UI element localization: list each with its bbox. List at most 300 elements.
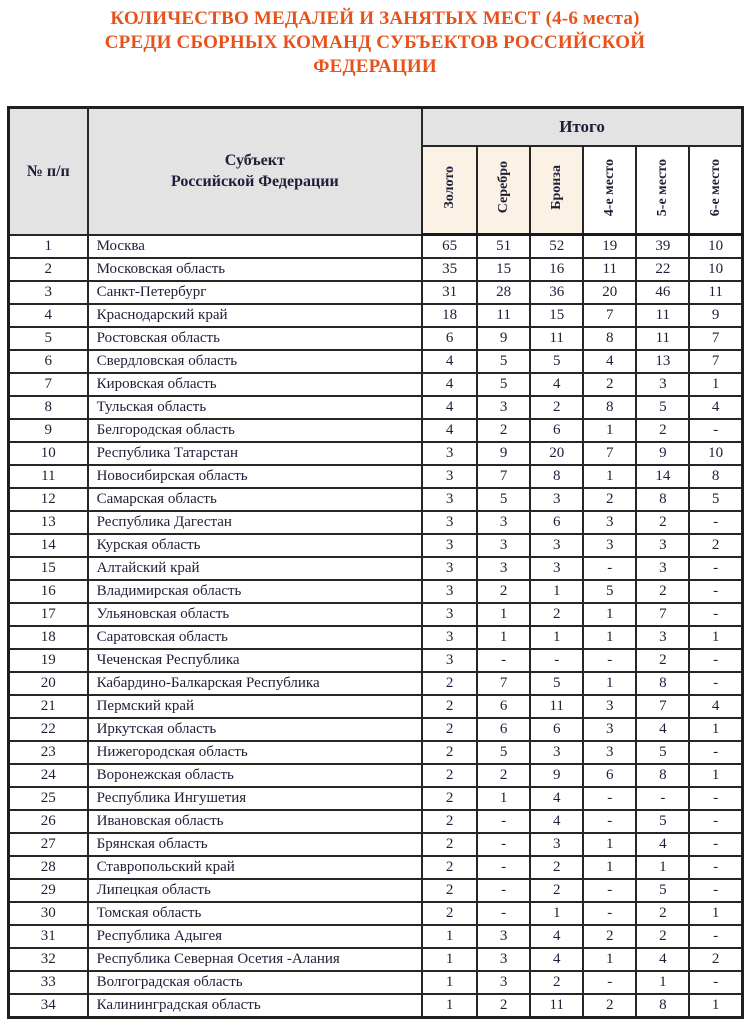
- bronze-count-cell: 3: [530, 741, 583, 764]
- 5th-place-count-cell: 4: [636, 833, 689, 856]
- silver-count-cell: -: [477, 902, 530, 925]
- row-number-cell: 29: [9, 879, 88, 902]
- region-name-cell: Волгоградская область: [88, 971, 422, 994]
- 6th-place-count-cell: -: [689, 787, 742, 810]
- 5th-place-count-cell: 2: [636, 649, 689, 672]
- column-header-4th-place-label: 4-е место: [601, 158, 617, 217]
- region-name-cell: Санкт-Петербург: [88, 281, 422, 304]
- 5th-place-count-cell: 11: [636, 327, 689, 350]
- bronze-count-cell: 9: [530, 764, 583, 787]
- region-name-cell: Ульяновская область: [88, 603, 422, 626]
- silver-count-cell: 1: [477, 626, 530, 649]
- 4th-place-count-cell: 2: [583, 925, 636, 948]
- 5th-place-count-cell: 4: [636, 948, 689, 971]
- table-body: [9, 235, 743, 1018]
- 6th-place-count-cell: 4: [689, 695, 742, 718]
- region-name-cell: Белгородская область: [88, 419, 422, 442]
- silver-count-cell: 5: [477, 488, 530, 511]
- table-row: [9, 695, 743, 718]
- row-number-cell: 19: [9, 649, 88, 672]
- region-name-cell: Республика Северная Осетия -Алания: [88, 948, 422, 971]
- table-row: [9, 787, 743, 810]
- 6th-place-count-cell: 1: [689, 373, 742, 396]
- page-title-line-2: СРЕДИ СБОРНЫХ КОМАНД СУБЪЕКТОВ РОССИЙСКОЙ: [104, 32, 646, 53]
- silver-count-cell: 7: [477, 465, 530, 488]
- 6th-place-count-cell: 4: [689, 396, 742, 419]
- 4th-place-count-cell: 4: [583, 350, 636, 373]
- bronze-count-cell: 36: [530, 281, 583, 304]
- region-name-cell: Ивановская область: [88, 810, 422, 833]
- 6th-place-count-cell: -: [689, 419, 742, 442]
- 6th-place-count-cell: 7: [689, 327, 742, 350]
- bronze-count-cell: 5: [530, 672, 583, 695]
- gold-count-cell: 3: [422, 488, 477, 511]
- bronze-count-cell: 15: [530, 304, 583, 327]
- gold-count-cell: 1: [422, 994, 477, 1018]
- 5th-place-count-cell: 3: [636, 626, 689, 649]
- row-number-cell: 18: [9, 626, 88, 649]
- 6th-place-count-cell: -: [689, 672, 742, 695]
- gold-count-cell: 35: [422, 258, 477, 281]
- 6th-place-count-cell: -: [689, 557, 742, 580]
- 5th-place-count-cell: 3: [636, 373, 689, 396]
- table-header: [9, 108, 743, 235]
- region-name-cell: Иркутская область: [88, 718, 422, 741]
- region-name-cell: Саратовская область: [88, 626, 422, 649]
- bronze-count-cell: 2: [530, 396, 583, 419]
- gold-count-cell: 3: [422, 649, 477, 672]
- table-row: [9, 281, 743, 304]
- bronze-count-cell: 5: [530, 350, 583, 373]
- silver-count-cell: 1: [477, 787, 530, 810]
- medals-table: [7, 106, 744, 1019]
- silver-count-cell: 3: [477, 557, 530, 580]
- gold-count-cell: 3: [422, 511, 477, 534]
- 5th-place-count-cell: 5: [636, 396, 689, 419]
- 6th-place-count-cell: 1: [689, 764, 742, 787]
- row-number-cell: 23: [9, 741, 88, 764]
- row-number-cell: 26: [9, 810, 88, 833]
- 4th-place-count-cell: 1: [583, 419, 636, 442]
- bronze-count-cell: 2: [530, 879, 583, 902]
- row-number-cell: 14: [9, 534, 88, 557]
- 6th-place-count-cell: 9: [689, 304, 742, 327]
- region-name-cell: Москва: [88, 235, 422, 259]
- silver-count-cell: 6: [477, 695, 530, 718]
- row-number-cell: 34: [9, 994, 88, 1018]
- gold-count-cell: 2: [422, 672, 477, 695]
- gold-count-cell: 2: [422, 787, 477, 810]
- table-row: [9, 672, 743, 695]
- table-row: [9, 764, 743, 787]
- table-row: [9, 718, 743, 741]
- silver-count-cell: 2: [477, 419, 530, 442]
- silver-count-cell: -: [477, 856, 530, 879]
- bronze-count-cell: 11: [530, 327, 583, 350]
- region-name-cell: Тульская область: [88, 396, 422, 419]
- gold-count-cell: 3: [422, 626, 477, 649]
- 6th-place-count-cell: 1: [689, 902, 742, 925]
- 6th-place-count-cell: 1: [689, 718, 742, 741]
- gold-count-cell: 1: [422, 925, 477, 948]
- row-number-cell: 22: [9, 718, 88, 741]
- gold-count-cell: 2: [422, 764, 477, 787]
- page-title-line-1: КОЛИЧЕСТВО МЕДАЛЕЙ И ЗАНЯТЫХ МЕСТ (4-6 места): [110, 8, 640, 29]
- table-row: [9, 304, 743, 327]
- silver-count-cell: 5: [477, 741, 530, 764]
- row-number-cell: 11: [9, 465, 88, 488]
- row-number-cell: 28: [9, 856, 88, 879]
- 4th-place-count-cell: 1: [583, 672, 636, 695]
- table-row: [9, 442, 743, 465]
- 4th-place-count-cell: 8: [583, 327, 636, 350]
- silver-count-cell: 28: [477, 281, 530, 304]
- region-name-cell: Пермский край: [88, 695, 422, 718]
- silver-count-cell: 11: [477, 304, 530, 327]
- silver-count-cell: -: [477, 649, 530, 672]
- row-number-cell: 9: [9, 419, 88, 442]
- 5th-place-count-cell: 3: [636, 534, 689, 557]
- table-row: [9, 557, 743, 580]
- table-row: [9, 488, 743, 511]
- 4th-place-count-cell: -: [583, 971, 636, 994]
- silver-count-cell: 5: [477, 373, 530, 396]
- page-title-line-3: ФЕДЕРАЦИИ: [313, 56, 437, 77]
- bronze-count-cell: 2: [530, 971, 583, 994]
- 4th-place-count-cell: -: [583, 787, 636, 810]
- row-number-cell: 27: [9, 833, 88, 856]
- column-header-5th-place: [636, 146, 689, 235]
- region-name-cell: Республика Адыгея: [88, 925, 422, 948]
- bronze-count-cell: 6: [530, 718, 583, 741]
- row-number-cell: 5: [9, 327, 88, 350]
- gold-count-cell: 4: [422, 350, 477, 373]
- column-header-gold-label: Золото: [441, 166, 457, 209]
- 4th-place-count-cell: -: [583, 649, 636, 672]
- 4th-place-count-cell: -: [583, 879, 636, 902]
- 6th-place-count-cell: -: [689, 833, 742, 856]
- table-row: [9, 580, 743, 603]
- 5th-place-count-cell: -: [636, 787, 689, 810]
- gold-count-cell: 65: [422, 235, 477, 259]
- gold-count-cell: 4: [422, 419, 477, 442]
- row-number-cell: 15: [9, 557, 88, 580]
- bronze-count-cell: 6: [530, 511, 583, 534]
- 4th-place-count-cell: 1: [583, 603, 636, 626]
- region-name-cell: Курская область: [88, 534, 422, 557]
- table-row: [9, 419, 743, 442]
- bronze-count-cell: 1: [530, 902, 583, 925]
- column-header-subject: [88, 108, 422, 235]
- bronze-count-cell: 4: [530, 925, 583, 948]
- 4th-place-count-cell: 5: [583, 580, 636, 603]
- silver-count-cell: 3: [477, 534, 530, 557]
- silver-count-cell: 2: [477, 994, 530, 1018]
- gold-count-cell: 3: [422, 465, 477, 488]
- gold-count-cell: 1: [422, 948, 477, 971]
- region-name-cell: Московская область: [88, 258, 422, 281]
- table-row: [9, 258, 743, 281]
- gold-count-cell: 2: [422, 741, 477, 764]
- table-row: [9, 603, 743, 626]
- gold-count-cell: 31: [422, 281, 477, 304]
- 5th-place-count-cell: 8: [636, 994, 689, 1018]
- table-row: [9, 902, 743, 925]
- 6th-place-count-cell: -: [689, 856, 742, 879]
- 4th-place-count-cell: 1: [583, 626, 636, 649]
- 5th-place-count-cell: 5: [636, 810, 689, 833]
- gold-count-cell: 2: [422, 833, 477, 856]
- 5th-place-count-cell: 2: [636, 580, 689, 603]
- 5th-place-count-cell: 2: [636, 902, 689, 925]
- column-header-bronze: [530, 146, 583, 235]
- gold-count-cell: 4: [422, 373, 477, 396]
- silver-count-cell: 9: [477, 327, 530, 350]
- row-number-cell: 6: [9, 350, 88, 373]
- region-name-cell: Кабардино-Балкарская Республика: [88, 672, 422, 695]
- gold-count-cell: 2: [422, 879, 477, 902]
- 4th-place-count-cell: 3: [583, 534, 636, 557]
- row-number-cell: 10: [9, 442, 88, 465]
- bronze-count-cell: 52: [530, 235, 583, 259]
- row-number-cell: 13: [9, 511, 88, 534]
- table-row: [9, 534, 743, 557]
- 4th-place-count-cell: 3: [583, 741, 636, 764]
- region-name-cell: Ставропольский край: [88, 856, 422, 879]
- row-number-cell: 21: [9, 695, 88, 718]
- bronze-count-cell: 8: [530, 465, 583, 488]
- 5th-place-count-cell: 13: [636, 350, 689, 373]
- gold-count-cell: 3: [422, 580, 477, 603]
- 6th-place-count-cell: 10: [689, 442, 742, 465]
- column-header-5th-place-label: 5-е место: [654, 158, 670, 217]
- silver-count-cell: 3: [477, 948, 530, 971]
- 6th-place-count-cell: -: [689, 879, 742, 902]
- table-row: [9, 948, 743, 971]
- region-name-cell: Нижегородская область: [88, 741, 422, 764]
- 5th-place-count-cell: 22: [636, 258, 689, 281]
- column-header-subject-line-2: Российской Федерации: [170, 173, 339, 191]
- row-number-cell: 2: [9, 258, 88, 281]
- bronze-count-cell: 3: [530, 557, 583, 580]
- table-row: [9, 810, 743, 833]
- 4th-place-count-cell: 3: [583, 511, 636, 534]
- column-header-subject-line-1: Субъект: [224, 152, 285, 170]
- region-name-cell: Кировская область: [88, 373, 422, 396]
- column-header-4th-place: [583, 146, 636, 235]
- silver-count-cell: 3: [477, 396, 530, 419]
- 5th-place-count-cell: 1: [636, 971, 689, 994]
- bronze-count-cell: 4: [530, 810, 583, 833]
- table-row: [9, 994, 743, 1018]
- silver-count-cell: 9: [477, 442, 530, 465]
- 6th-place-count-cell: 2: [689, 948, 742, 971]
- silver-count-cell: -: [477, 879, 530, 902]
- 5th-place-count-cell: 7: [636, 603, 689, 626]
- 5th-place-count-cell: 39: [636, 235, 689, 259]
- bronze-count-cell: 20: [530, 442, 583, 465]
- column-header-number: № п/п: [9, 108, 88, 235]
- row-number-cell: 32: [9, 948, 88, 971]
- 4th-place-count-cell: 19: [583, 235, 636, 259]
- row-number-cell: 30: [9, 902, 88, 925]
- region-name-cell: Липецкая область: [88, 879, 422, 902]
- 5th-place-count-cell: 46: [636, 281, 689, 304]
- 5th-place-count-cell: 2: [636, 511, 689, 534]
- row-number-cell: 24: [9, 764, 88, 787]
- 6th-place-count-cell: -: [689, 580, 742, 603]
- bronze-count-cell: 11: [530, 994, 583, 1018]
- gold-count-cell: 1: [422, 971, 477, 994]
- gold-count-cell: 4: [422, 396, 477, 419]
- region-name-cell: Республика Ингушетия: [88, 787, 422, 810]
- silver-count-cell: 6: [477, 718, 530, 741]
- column-header-6th-place: [689, 146, 742, 235]
- 4th-place-count-cell: 2: [583, 994, 636, 1018]
- silver-count-cell: 3: [477, 971, 530, 994]
- 6th-place-count-cell: 8: [689, 465, 742, 488]
- table-row: [9, 465, 743, 488]
- gold-count-cell: 3: [422, 442, 477, 465]
- 6th-place-count-cell: 2: [689, 534, 742, 557]
- table-row: [9, 396, 743, 419]
- bronze-count-cell: 1: [530, 626, 583, 649]
- region-name-cell: Республика Татарстан: [88, 442, 422, 465]
- 6th-place-count-cell: 1: [689, 994, 742, 1018]
- table-row: [9, 856, 743, 879]
- bronze-count-cell: 4: [530, 373, 583, 396]
- gold-count-cell: 3: [422, 534, 477, 557]
- 5th-place-count-cell: 14: [636, 465, 689, 488]
- 6th-place-count-cell: 11: [689, 281, 742, 304]
- row-number-cell: 7: [9, 373, 88, 396]
- 4th-place-count-cell: 1: [583, 948, 636, 971]
- gold-count-cell: 2: [422, 718, 477, 741]
- bronze-count-cell: 11: [530, 695, 583, 718]
- table-row: [9, 626, 743, 649]
- 5th-place-count-cell: 1: [636, 856, 689, 879]
- page-title: [28, 0, 722, 79]
- 4th-place-count-cell: 7: [583, 304, 636, 327]
- 4th-place-count-cell: 6: [583, 764, 636, 787]
- region-name-cell: Калининградская область: [88, 994, 422, 1018]
- 4th-place-count-cell: 2: [583, 488, 636, 511]
- bronze-count-cell: 2: [530, 603, 583, 626]
- silver-count-cell: -: [477, 810, 530, 833]
- 6th-place-count-cell: -: [689, 741, 742, 764]
- row-number-cell: 16: [9, 580, 88, 603]
- silver-count-cell: 3: [477, 925, 530, 948]
- table-row: [9, 373, 743, 396]
- 4th-place-count-cell: 20: [583, 281, 636, 304]
- row-number-cell: 3: [9, 281, 88, 304]
- region-name-cell: Воронежская область: [88, 764, 422, 787]
- region-name-cell: Томская область: [88, 902, 422, 925]
- 5th-place-count-cell: 9: [636, 442, 689, 465]
- 5th-place-count-cell: 8: [636, 488, 689, 511]
- 6th-place-count-cell: 5: [689, 488, 742, 511]
- bronze-count-cell: 3: [530, 488, 583, 511]
- table-row: [9, 741, 743, 764]
- table-row: [9, 327, 743, 350]
- row-number-cell: 1: [9, 235, 88, 259]
- column-header-bronze-label: Бронза: [548, 165, 564, 210]
- row-number-cell: 12: [9, 488, 88, 511]
- table-row: [9, 971, 743, 994]
- column-header-6th-place-label: 6-е место: [707, 158, 723, 217]
- region-name-cell: Брянская область: [88, 833, 422, 856]
- gold-count-cell: 2: [422, 810, 477, 833]
- gold-count-cell: 18: [422, 304, 477, 327]
- row-number-cell: 8: [9, 396, 88, 419]
- bronze-count-cell: 6: [530, 419, 583, 442]
- 6th-place-count-cell: -: [689, 810, 742, 833]
- table-row: [9, 833, 743, 856]
- 6th-place-count-cell: -: [689, 925, 742, 948]
- 5th-place-count-cell: 11: [636, 304, 689, 327]
- region-name-cell: Краснодарский край: [88, 304, 422, 327]
- 4th-place-count-cell: -: [583, 557, 636, 580]
- 6th-place-count-cell: 10: [689, 258, 742, 281]
- 4th-place-count-cell: 7: [583, 442, 636, 465]
- silver-count-cell: 15: [477, 258, 530, 281]
- bronze-count-cell: -: [530, 649, 583, 672]
- bronze-count-cell: 2: [530, 856, 583, 879]
- 5th-place-count-cell: 2: [636, 925, 689, 948]
- bronze-count-cell: 3: [530, 833, 583, 856]
- 4th-place-count-cell: 11: [583, 258, 636, 281]
- 4th-place-count-cell: 2: [583, 373, 636, 396]
- row-number-cell: 31: [9, 925, 88, 948]
- 4th-place-count-cell: 3: [583, 695, 636, 718]
- silver-count-cell: 2: [477, 764, 530, 787]
- region-name-cell: Алтайский край: [88, 557, 422, 580]
- gold-count-cell: 6: [422, 327, 477, 350]
- gold-count-cell: 2: [422, 856, 477, 879]
- silver-count-cell: 51: [477, 235, 530, 259]
- 5th-place-count-cell: 5: [636, 741, 689, 764]
- table-row: [9, 925, 743, 948]
- table-row: [9, 350, 743, 373]
- gold-count-cell: 2: [422, 902, 477, 925]
- 4th-place-count-cell: -: [583, 902, 636, 925]
- region-name-cell: Ростовская область: [88, 327, 422, 350]
- 5th-place-count-cell: 3: [636, 557, 689, 580]
- row-number-cell: 33: [9, 971, 88, 994]
- 6th-place-count-cell: -: [689, 649, 742, 672]
- 5th-place-count-cell: 8: [636, 672, 689, 695]
- column-header-gold: [422, 146, 477, 235]
- column-header-silver: [477, 146, 530, 235]
- 5th-place-count-cell: 7: [636, 695, 689, 718]
- column-header-silver-label: Серебро: [495, 161, 511, 214]
- silver-count-cell: 7: [477, 672, 530, 695]
- 5th-place-count-cell: 5: [636, 879, 689, 902]
- gold-count-cell: 2: [422, 695, 477, 718]
- 6th-place-count-cell: -: [689, 971, 742, 994]
- region-name-cell: Республика Дагестан: [88, 511, 422, 534]
- region-name-cell: Самарская область: [88, 488, 422, 511]
- table-row: [9, 511, 743, 534]
- region-name-cell: Свердловская область: [88, 350, 422, 373]
- bronze-count-cell: 4: [530, 787, 583, 810]
- 5th-place-count-cell: 2: [636, 419, 689, 442]
- table-row: [9, 649, 743, 672]
- gold-count-cell: 3: [422, 557, 477, 580]
- 4th-place-count-cell: 1: [583, 856, 636, 879]
- table-row: [9, 235, 743, 259]
- region-name-cell: Чеченская Республика: [88, 649, 422, 672]
